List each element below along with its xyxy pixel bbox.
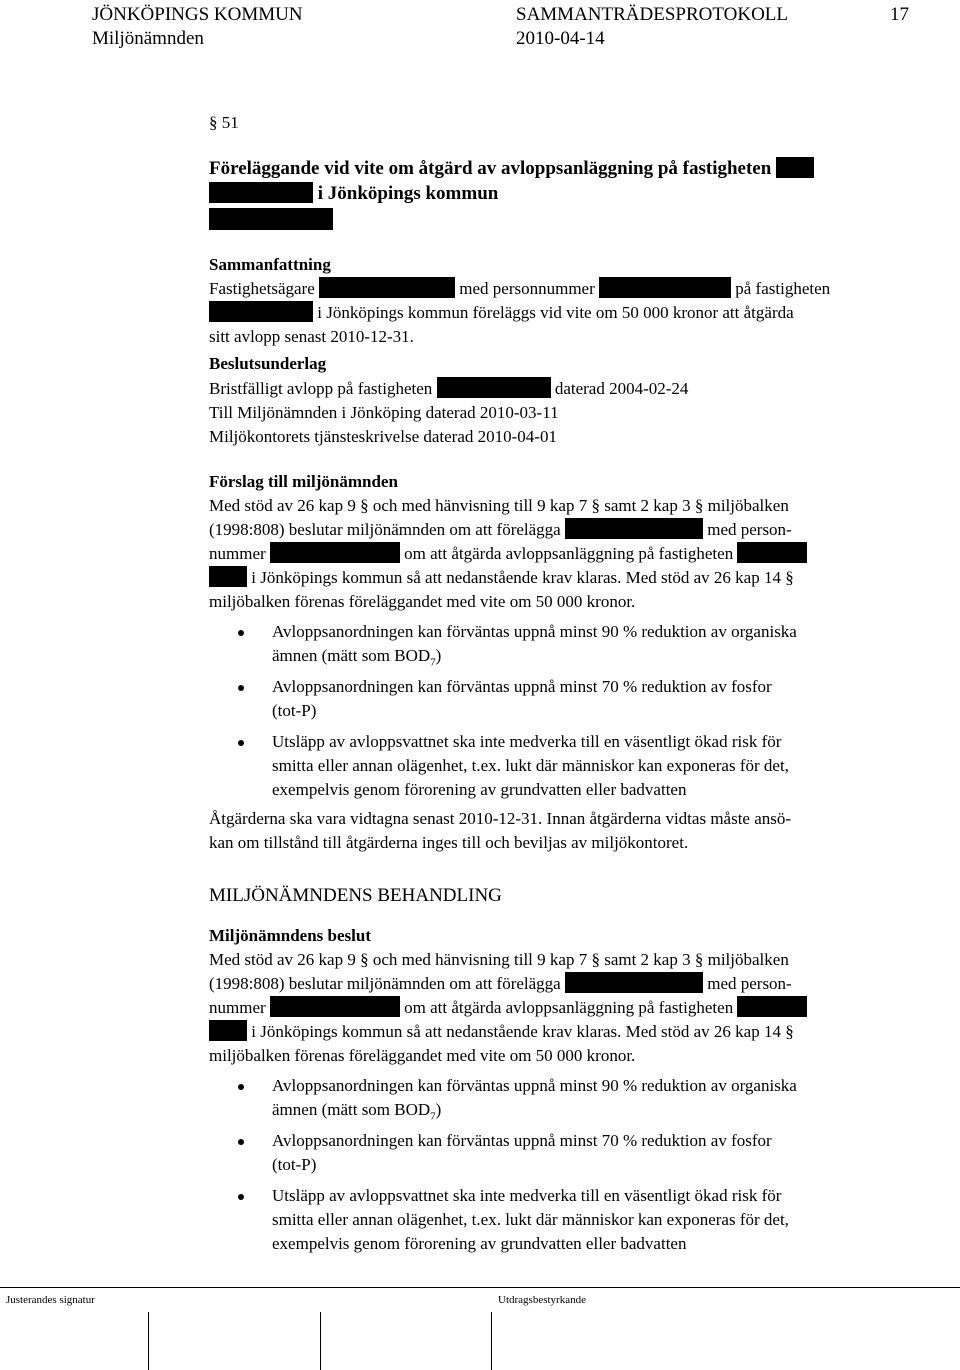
header-protocol: SAMMANTRÄDESPROTOKOLL bbox=[516, 4, 789, 25]
redaction bbox=[270, 996, 400, 1017]
requirement-item-cont: ämnen (mätt som $BOD_7$) bbox=[272, 1100, 442, 1123]
signature-divider bbox=[491, 1312, 492, 1370]
bullet-icon bbox=[238, 1084, 244, 1090]
section-number: § 51 bbox=[209, 113, 239, 132]
paragraph-symbol: § bbox=[209, 113, 218, 132]
proposal-line: Med stöd av 26 kap 9 § och med hänvisning till 9 kap 7 § samt 2 kap 3 § miljöbalken bbox=[209, 496, 789, 515]
redaction bbox=[209, 182, 313, 203]
requirement-item: Avloppsanordningen kan förväntas uppnå minst 90 % reduktion av organiska bbox=[272, 622, 797, 641]
decision-line: miljöbalken förenas föreläggandet med vite om 50 000 kronor. bbox=[209, 1046, 636, 1065]
requirement-item: Avloppsanordningen kan förväntas uppnå minst 70 % reduktion av fosfor bbox=[272, 1131, 772, 1150]
proposal-line: (1998:808) beslutar miljönämnden om att förelägga med person- bbox=[209, 520, 792, 539]
deadline-line: Åtgärderna ska vara vidtagna senast 2010-12-31. Innan åtgärderna vidtas måste ansö- bbox=[209, 809, 792, 828]
redaction bbox=[737, 996, 807, 1017]
redaction bbox=[565, 972, 703, 993]
decision-line: nummer om att åtgärda avloppsanläggning på fastigheten bbox=[209, 996, 807, 1020]
footer-divider bbox=[0, 1287, 960, 1288]
page-title-line2: i Jönköpings kommun bbox=[209, 182, 498, 206]
redaction bbox=[599, 277, 731, 298]
redaction bbox=[319, 277, 455, 298]
redaction bbox=[209, 1020, 247, 1041]
redaction bbox=[270, 542, 400, 563]
decision-line: Med stöd av 26 kap 9 § och med hänvisning till 9 kap 7 § samt 2 kap 3 § miljöbalken bbox=[209, 950, 789, 969]
basis-line: Miljökontorets tjänsteskrivelse daterad 2010-04-01 bbox=[209, 427, 557, 446]
header-date: 2010-04-14 bbox=[516, 28, 605, 49]
redaction bbox=[776, 157, 814, 178]
summary-line: sitt avlopp senast 2010-12-31. bbox=[209, 327, 414, 346]
requirement-item-cont: exempelvis genom förorening av grundvatten eller badvatten bbox=[272, 1234, 687, 1253]
basis-line: Bristfälligt avlopp på fastigheten daterad 2004-02-24 bbox=[209, 379, 689, 398]
requirement-item-cont: exempelvis genom förorening av grundvatten eller badvatten bbox=[272, 780, 687, 799]
redaction bbox=[209, 566, 247, 587]
requirement-item-cont: smitta eller annan olägenhet, t.ex. lukt där människor kan exponeras för det, bbox=[272, 756, 789, 775]
decision-line: (1998:808) beslutar miljönämnden om att förelägga med person- bbox=[209, 974, 792, 993]
requirement-item-cont: (tot-P) bbox=[272, 1155, 317, 1174]
header-org: JÖNKÖPINGS KOMMUN bbox=[92, 4, 303, 25]
summary-line: Fastighetsägare med personnummer på fastigheten bbox=[209, 279, 831, 298]
requirement-item-cont: (tot-P) bbox=[272, 701, 317, 720]
header-page-number: 17 bbox=[890, 4, 909, 25]
deadline-line: kan om tillstånd till åtgärderna inges till och beviljas av miljökontoret. bbox=[209, 833, 689, 852]
requirement-item-cont: ämnen (mätt som $BOD_7$) bbox=[272, 646, 442, 669]
page-title: Föreläggande vid vite om åtgärd av avloppsanläggning på fastigheten bbox=[209, 157, 814, 181]
decision-line: i Jönköpings kommun så att nedanstående krav klaras. Med stöd av 26 kap 14 § bbox=[209, 1020, 794, 1044]
footer-extract-label: Utdragsbestyrkande bbox=[498, 1294, 586, 1306]
treatment-heading: MILJÖNÄMNDENS BEHANDLING bbox=[209, 885, 502, 906]
bullet-icon bbox=[238, 1139, 244, 1145]
requirement-item: Utsläpp av avloppsvattnet ska inte medverka till en väsentligt ökad risk för bbox=[272, 1186, 782, 1205]
header-committee: Miljönämnden bbox=[92, 28, 204, 49]
redaction bbox=[437, 377, 551, 398]
requirement-item: Utsläpp av avloppsvattnet ska inte medverka till en väsentligt ökad risk för bbox=[272, 732, 782, 751]
proposal-heading: Förslag till miljönämnden bbox=[209, 472, 398, 491]
redaction bbox=[565, 518, 703, 539]
proposal-line: i Jönköpings kommun så att nedanstående krav klaras. Med stöd av 26 kap 14 § bbox=[209, 566, 794, 590]
proposal-line: miljöbalken förenas föreläggandet med vite om 50 000 kronor. bbox=[209, 592, 636, 611]
summary-line: i Jönköpings kommun föreläggs vid vite om 50 000 kronor att åtgärda bbox=[209, 301, 794, 325]
redaction bbox=[737, 542, 807, 563]
bullet-icon bbox=[238, 630, 244, 636]
bullet-icon bbox=[238, 740, 244, 746]
signature-divider bbox=[148, 1312, 149, 1370]
requirement-item: Avloppsanordningen kan förväntas uppnå minst 90 % reduktion av organiska bbox=[272, 1076, 797, 1095]
proposal-line: nummer om att åtgärda avloppsanläggning på fastigheten bbox=[209, 542, 807, 566]
footer-signature-label: Justerandes signatur bbox=[6, 1294, 95, 1306]
requirement-item-cont: smitta eller annan olägenhet, t.ex. lukt där människor kan exponeras för det, bbox=[272, 1210, 789, 1229]
decision-heading: Miljönämndens beslut bbox=[209, 926, 371, 945]
requirement-item: Avloppsanordningen kan förväntas uppnå minst 70 % reduktion av fosfor bbox=[272, 677, 772, 696]
redaction bbox=[209, 208, 333, 230]
signature-divider bbox=[320, 1312, 321, 1370]
bullet-icon bbox=[238, 1194, 244, 1200]
bullet-icon bbox=[238, 685, 244, 691]
basis-heading: Beslutsunderlag bbox=[209, 354, 327, 373]
summary-heading: Sammanfattning bbox=[209, 255, 331, 274]
redaction bbox=[209, 301, 313, 322]
basis-line: Till Miljönämnden i Jönköping daterad 2010-03-11 bbox=[209, 403, 559, 422]
